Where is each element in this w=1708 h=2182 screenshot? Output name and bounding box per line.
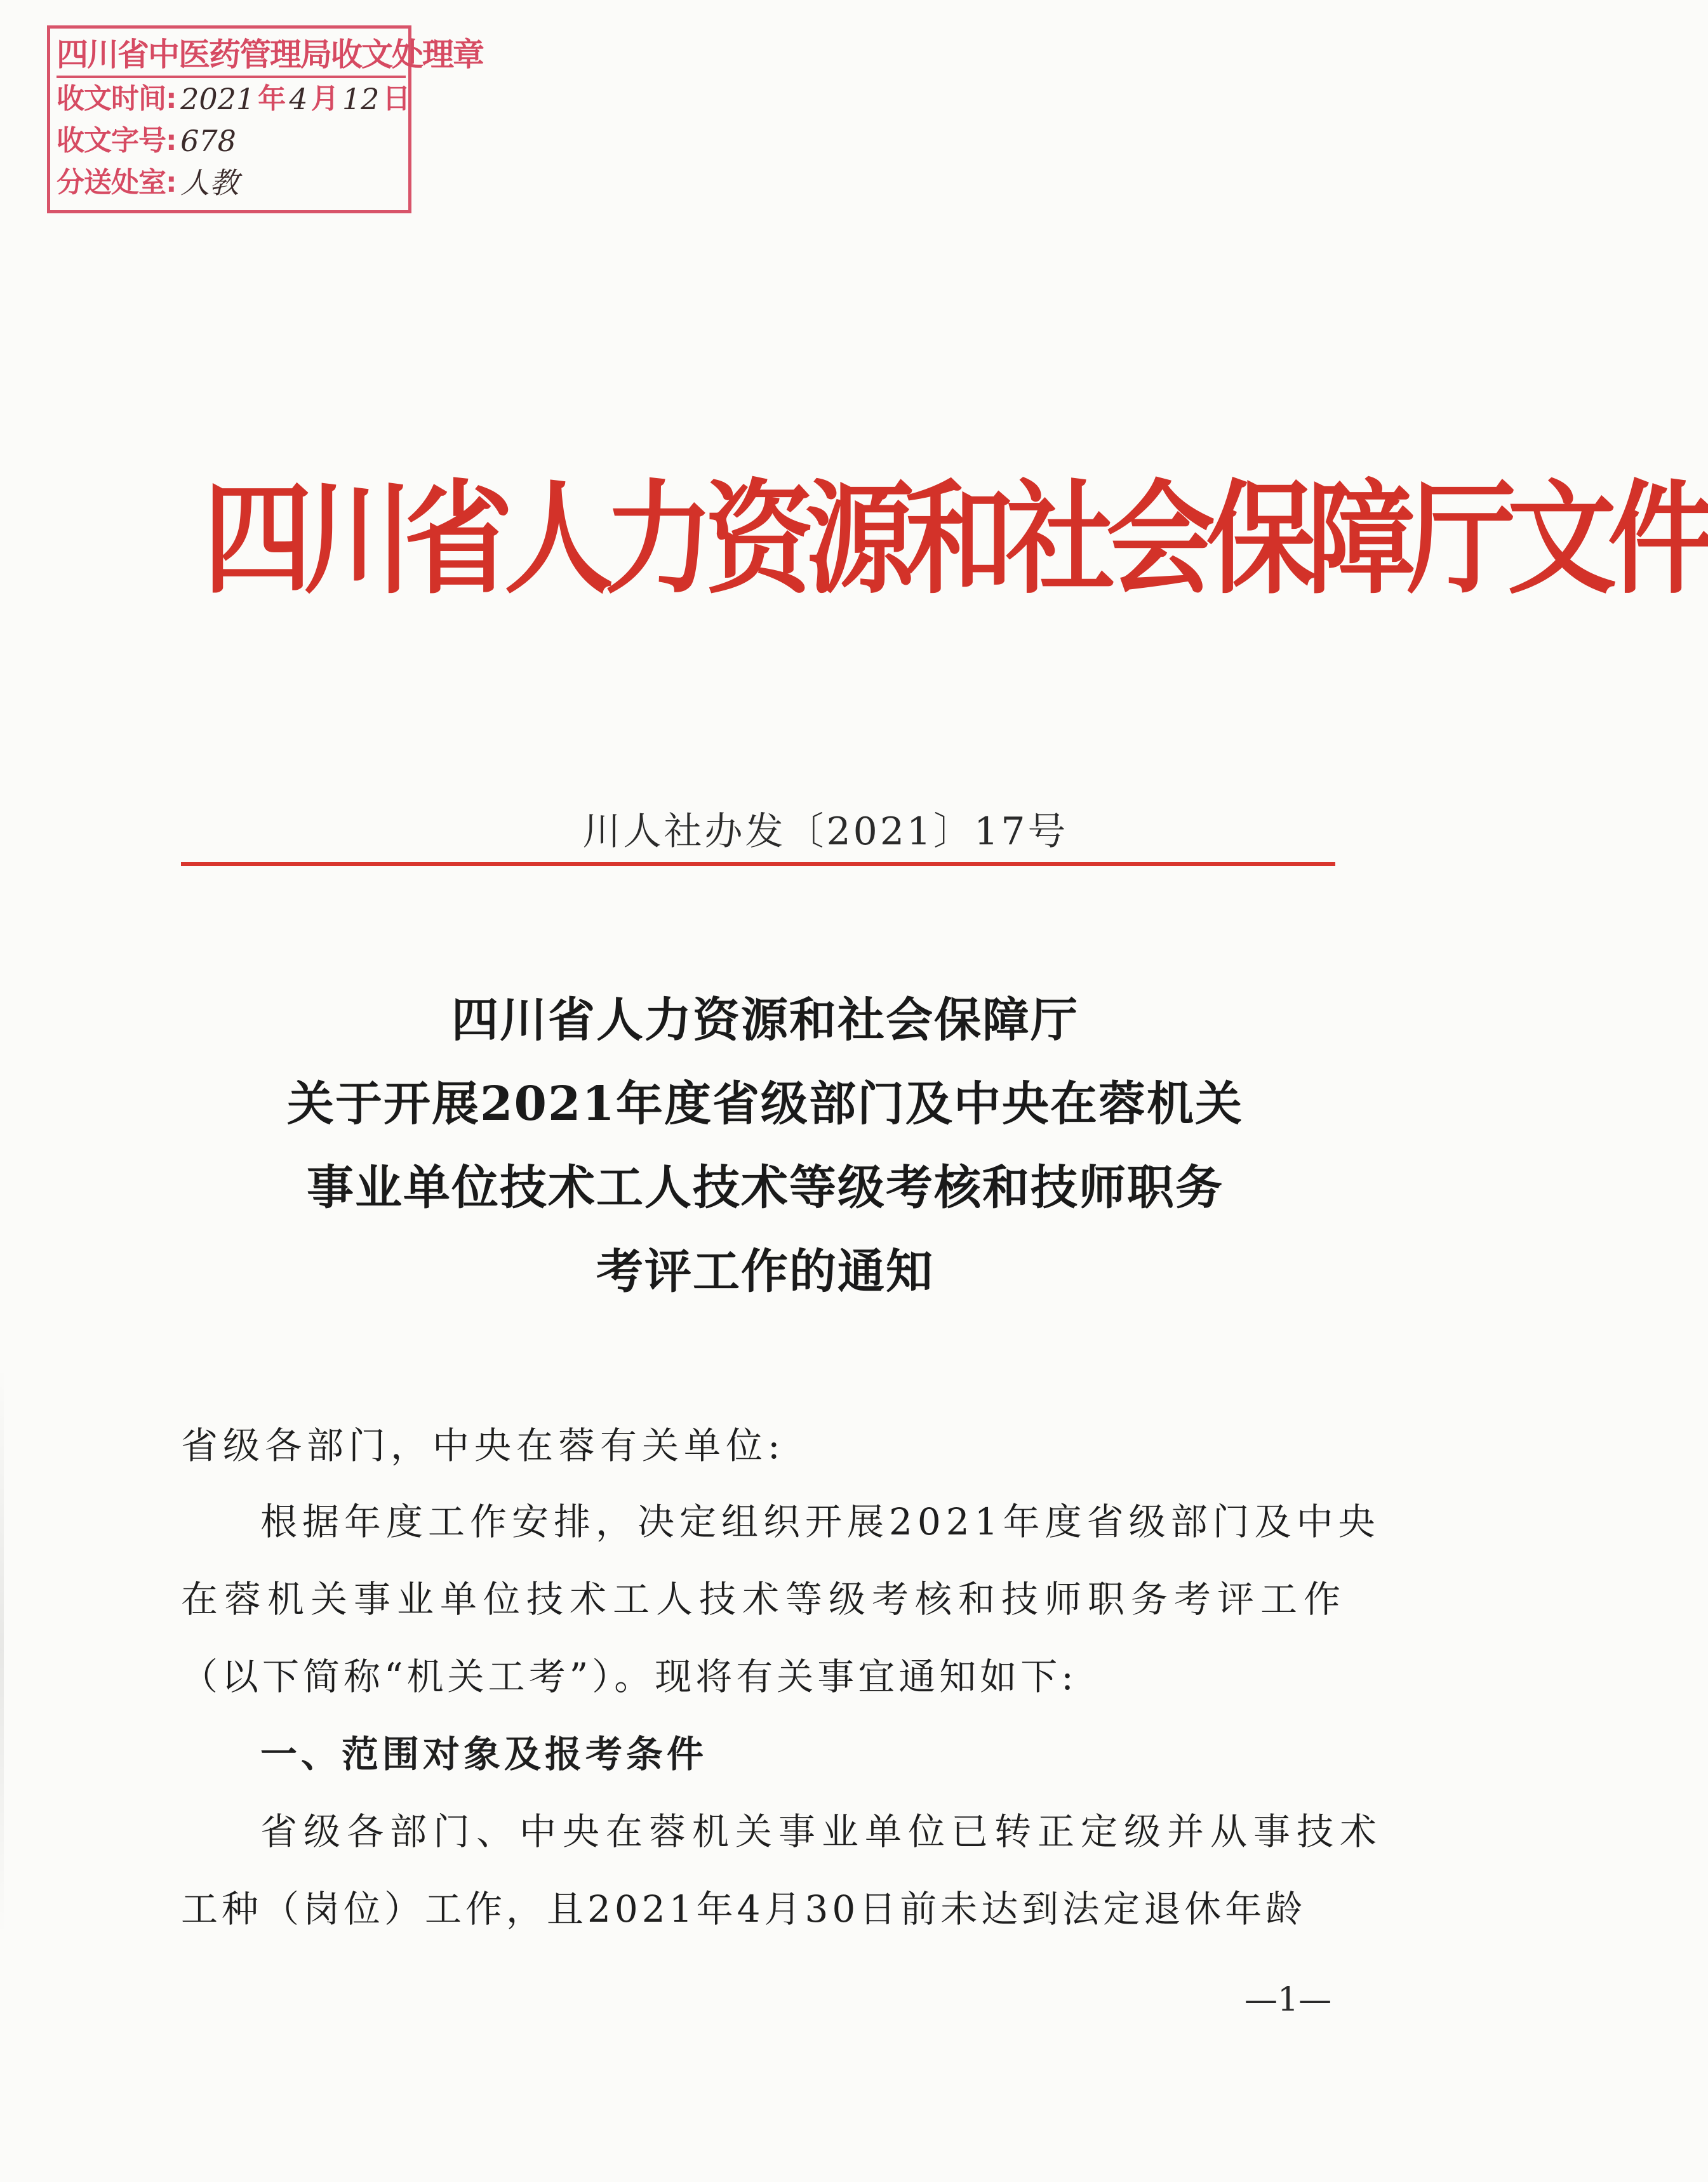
para1-line-1: 根据年度工作安排，决定组织开展2021年度省级部门及中央 — [260, 1500, 1380, 1543]
stamp-dispatch-value: 人教 — [180, 166, 239, 200]
red-separator-line — [181, 862, 1335, 866]
stamp-received-day: 12 — [342, 82, 380, 116]
stamp-dispatch-label: 分送处室: — [57, 166, 177, 199]
receipt-stamp — [47, 25, 483, 213]
stamp-doc-no-label: 收文字号: — [57, 124, 177, 157]
stamp-doc-no-value: 678 — [180, 124, 236, 158]
para2-line-2: 工种（岗位）工作，且2021年4月30日前未达到法定退休年龄 — [181, 1887, 1307, 1931]
stamp-row-doc-no — [57, 120, 406, 162]
stamp-received-month: 4 — [289, 82, 308, 116]
page-number: —1— — [1244, 1981, 1332, 2019]
stamp-row-received-time — [57, 78, 411, 120]
stamp-title: 四川省中医药管理局收文处理章 — [57, 34, 406, 78]
document-number: 川人社办发〔2021〕17号 — [582, 809, 1069, 854]
stamp-year-unit: 年 — [258, 83, 286, 115]
title-line-2: 关于开展2021年度省级部门及中央在蓉机关 — [287, 1077, 1243, 1131]
title-line-1: 四川省人力资源和社会保障厅 — [451, 993, 1079, 1048]
issuer-header: 四川省人力资源和社会保障厅文件 — [203, 467, 1708, 611]
salutation: 省级各部门，中央在蓉有关单位: — [181, 1424, 785, 1467]
scan-edge-mark — [0, 1365, 4, 1936]
stamp-received-year: 2021 — [180, 82, 255, 116]
stamp-received-time-label: 收文时间: — [57, 83, 177, 115]
stamp-day-unit: 日 — [382, 83, 411, 115]
title-line-3: 事业单位技术工人技术等级考核和技师职务 — [307, 1161, 1224, 1215]
stamp-month-unit: 月 — [310, 83, 339, 115]
para1-line-3: （以下简称“机关工考”）。现将有关事宜通知如下: — [181, 1655, 1078, 1698]
stamp-row-dispatch — [57, 162, 406, 204]
title-line-4: 考评工作的通知 — [596, 1244, 934, 1299]
para1-line-2: 在蓉机关事业单位技术工人技术等级考核和技师职务考评工作 — [181, 1578, 1347, 1621]
section1-heading: 一、范围对象及报考条件 — [260, 1733, 708, 1776]
para2-line-1: 省级各部门、中央在蓉机关事业单位已转正定级并从事技术 — [260, 1810, 1384, 1853]
